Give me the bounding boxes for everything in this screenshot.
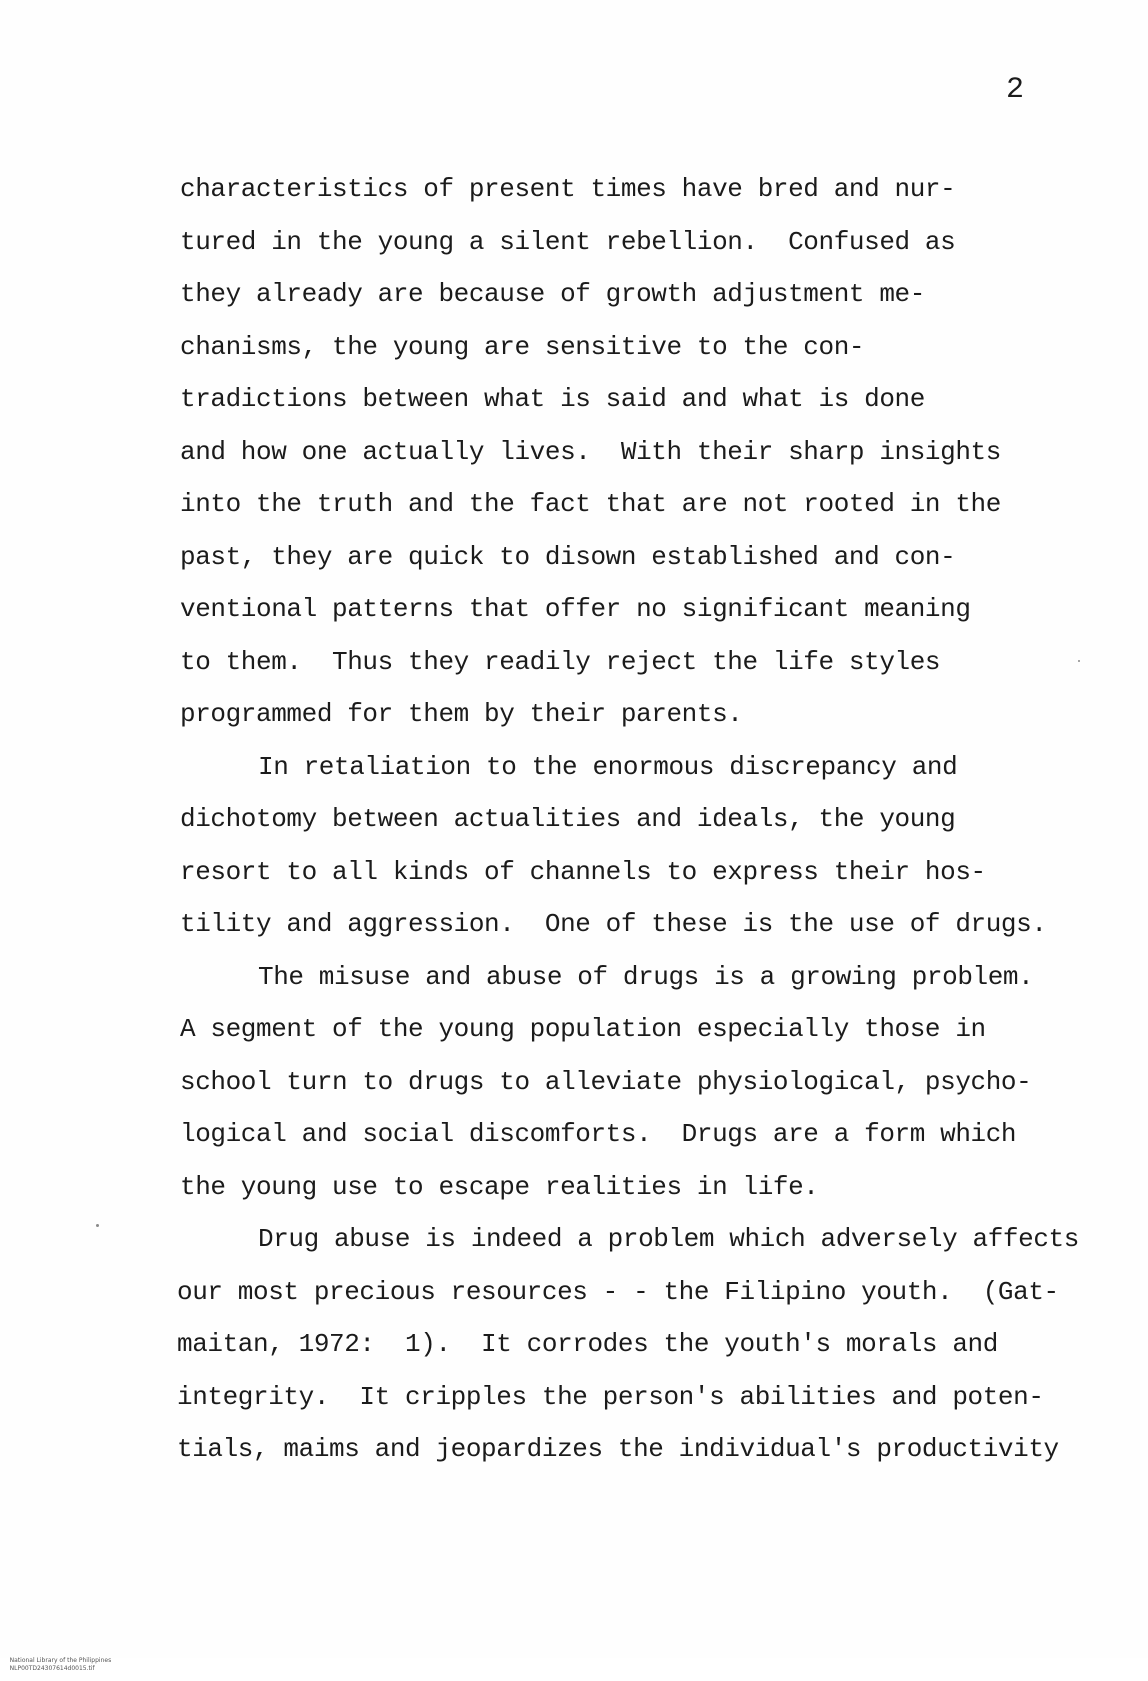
paragraph [180, 951, 1100, 1214]
text-line: integrity. It cripples the person's abilities and poten- [177, 1381, 1044, 1412]
text-line: chanisms, the young are sensitive to the con- [180, 331, 865, 362]
text-line: The misuse and abuse of drugs is a growing problem. [258, 961, 1034, 992]
text-line: past, they are quick to disown established and con- [180, 541, 956, 572]
text-line: into the truth and the fact that are not rooted in the [180, 489, 1001, 519]
text-line: they already are because of growth adjustment me- [180, 279, 925, 309]
paragraph [180, 741, 1100, 951]
footer-source: National Library of the Philippines [9, 1657, 112, 1664]
scan-speck [1078, 660, 1080, 662]
body-text [177, 163, 1100, 1476]
text-line: maitan, 1972: 1). It corrodes the youth's morals and [177, 1329, 998, 1359]
text-line: tility and aggression. One of these is the use of drugs. [180, 909, 1047, 939]
text-line: ventional patterns that offer no significant meaning [180, 594, 971, 624]
paragraph [180, 163, 1100, 741]
text-line: tured in the young a silent rebellion. Confused as [180, 226, 956, 257]
text-line: A segment of the young population especially those in [180, 1014, 986, 1044]
text-line: dichotomy between actualities and ideals, the young [180, 804, 956, 834]
text-line: logical and social discomforts. Drugs are a form which [180, 1119, 1017, 1149]
text-line: and how one actually lives. With their sharp insights [180, 436, 1001, 467]
text-line: tradictions between what is said and what is done [180, 384, 925, 414]
paragraph [177, 1213, 1100, 1476]
text-line: programmed for them by their parents. [180, 699, 743, 729]
text-line: Drug abuse is indeed a problem which adversely affects [258, 1224, 1079, 1254]
text-line: the young use to escape realities in life. [180, 1171, 819, 1202]
footer-file-id: NLP00TD24307614d0015.tif [9, 1665, 95, 1672]
page-number: 2 [1006, 73, 1025, 107]
text-line: characteristics of present times have bred and nur- [180, 174, 956, 204]
scan-footer [2, 1649, 135, 1681]
scan-speck [96, 1224, 99, 1227]
text-line: school turn to drugs to alleviate physiological, psycho- [180, 1066, 1032, 1097]
text-line: In retaliation to the enormous discrepancy and [258, 751, 958, 782]
text-line: to them. Thus they readily reject the life styles [180, 646, 941, 677]
text-line: tials, maims and jeopardizes the individual's productivity [177, 1434, 1059, 1464]
text-line: our most precious resources - - the Filipino youth. (Gat- [177, 1276, 1059, 1307]
text-line: resort to all kinds of channels to express their hos- [180, 856, 986, 887]
